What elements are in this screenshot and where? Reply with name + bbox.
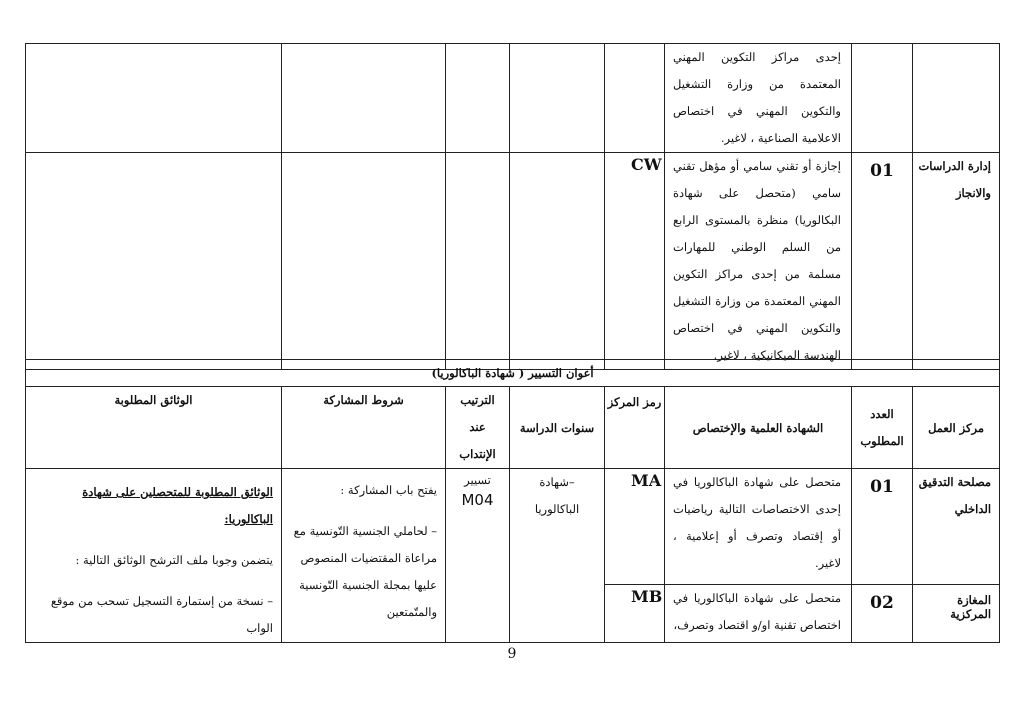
header-row: [26, 387, 1000, 469]
center-code: MA: [605, 469, 665, 585]
diploma-cell: إجازة أو تقني سامي أو مؤهل تقني سامي (متحصل على شهادة البكالوريا) منظرة بالمستوى الرابع من السلم الوطني للمهارات مسلمة من إحدى مراكز التكوين المهني المعتمدة من وزارة التشغيل والتكوين المهني في اختصاص الهندسة الميكانيكية ، لاغير.: [665, 153, 852, 370]
rank-cell: [446, 469, 510, 643]
count-cell: [852, 44, 913, 153]
rank-cell: [446, 153, 510, 370]
conditions-intro: يفتح باب المشاركة :: [340, 483, 437, 497]
header-count: العدد المطلوب: [852, 387, 913, 469]
table-management-agents: [25, 359, 1000, 643]
conditions-cell: [282, 153, 446, 370]
required-count: 01: [852, 469, 913, 585]
header-conditions: شروط المشاركة: [282, 387, 446, 469]
header-documents: الوثائق المطلوبة: [26, 387, 282, 469]
center-cell: [913, 44, 1000, 153]
header-center: مركز العمل: [913, 387, 1000, 469]
documents-cell: [26, 153, 282, 370]
table-row: [26, 153, 1000, 370]
header-rank: الترتيب عند الإنتداب: [446, 387, 510, 469]
rank-cell: [446, 44, 510, 153]
diploma-cell: إحدى مراكز التكوين المهني المعتمدة من وزارة التشغيل والتكوين المهني في اختصاص الاعلامية الصناعية ، لاغير.: [665, 44, 852, 153]
work-center: المغازة المركزية: [913, 584, 1000, 642]
years-cell: [510, 153, 605, 370]
code-cell: [605, 44, 665, 153]
header-code: رمز المركز: [605, 387, 665, 469]
diploma-cell: متحصل على شهادة الباكالوريا في اختصاص تقنية او/و اقتصاد وتصرف،: [665, 584, 852, 642]
table-continuation: [25, 43, 1000, 370]
table-row: [26, 44, 1000, 153]
required-count: 02: [852, 584, 913, 642]
years-cell: –شهادة الباكالوريا: [510, 469, 605, 643]
section-title: أعوان التسيير ( شهادة الباكالوريا): [26, 360, 1000, 387]
center-code: MB: [605, 584, 665, 642]
rank-label: تسيير: [464, 473, 491, 487]
conditions-cell: [282, 44, 446, 153]
diploma-cell: متحصل على شهادة الباكالوريا في إحدى الاختصاصات التالية رياضيات أو إقتصاد وتصرف أو إعلامية ، لاغير.: [665, 469, 852, 585]
work-center: مصلحة التدقيق الداخلي: [913, 469, 1000, 585]
documents-line-1: يتضمن وجوبا ملف الترشح الوثائق التالية :: [75, 553, 273, 567]
required-count: 01: [852, 153, 913, 370]
rank-code: M04: [461, 491, 494, 509]
work-center: إدارة الدراسات والانجاز: [913, 153, 1000, 370]
center-code: CW: [605, 153, 665, 370]
page-number: 9: [507, 646, 517, 662]
conditions-cell: [282, 469, 446, 643]
documents-title: الوثائق المطلوبة للمتحصلين على شهادة الباكالوريا:: [82, 485, 273, 526]
documents-cell: [26, 469, 282, 643]
documents-line-2: – نسخة من إستمارة التسجيل تسحب من موقع الواب: [50, 594, 273, 635]
documents-cell: [26, 44, 282, 153]
header-diploma: الشهادة العلمية والإختصاص: [665, 387, 852, 469]
conditions-body: – لحاملي الجنسية التّونسية مع مراعاة المقتضيات المنصوص عليها بمجلة الجنسية التّونسية والمتّمتعين: [293, 524, 437, 619]
years-cell: [510, 44, 605, 153]
header-years: سنوات الدراسة: [510, 387, 605, 469]
table-row: [26, 469, 1000, 585]
